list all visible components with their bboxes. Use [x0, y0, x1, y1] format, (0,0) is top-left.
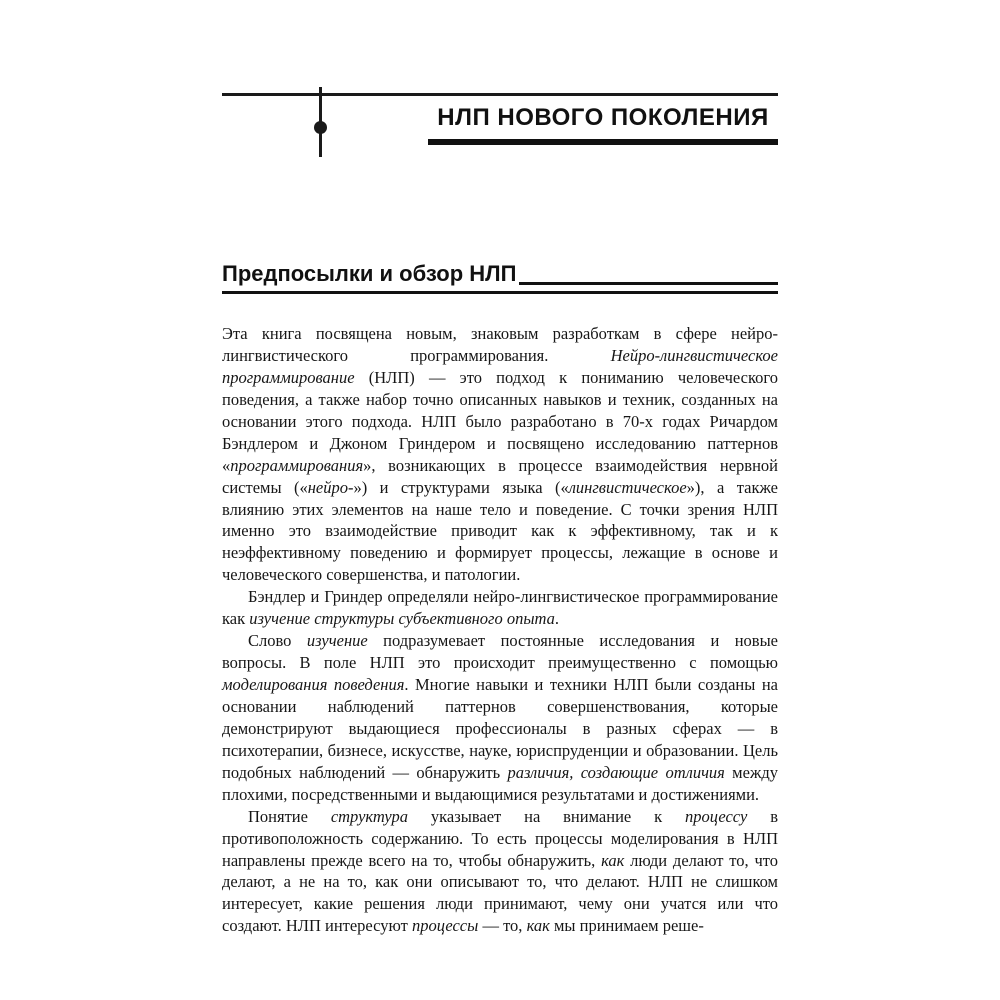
italic-text: процессу — [684, 806, 748, 826]
text-run: люди делают то, что делают, а не на то, как они описывают то, что делают. НЛП не слишком интересует, какие решения люди принимают, чему они учатся или что создают. НЛП интересуют — [222, 850, 779, 936]
section-heading-block — [222, 261, 778, 294]
italic-text: структура — [330, 806, 409, 826]
text-run: Понятие — [248, 806, 331, 826]
section-baseline-rule — [519, 282, 778, 285]
italic-text: как — [526, 916, 550, 936]
paragraph — [222, 586, 778, 630]
chapter-header — [222, 93, 778, 157]
text-run: мы принимаем реше- — [549, 916, 704, 936]
paragraph — [222, 323, 778, 586]
book-page — [222, 0, 778, 937]
paragraph — [222, 630, 778, 806]
text-run: (НЛП) — это подход к пониманию человеческого поведения, а также набор точно описанных навыков и техник, созданных на основании этого подхода. НЛП было разработано в 70-х годах Ричардом Бэндлером и Джоном Гриндером и посвящено исследованию паттернов « — [222, 367, 778, 475]
body-text — [222, 323, 778, 937]
text-run: . Многие навыки и техники НЛП были созданы на основании наблюдений паттернов совершенствования, которые демонстрируют выдающиеся профессионалы в разных сферах — в психотерапии, бизнесе, искусстве, науке, юриспруденции и образовании. Цель подобных наблюдений — обнаружить — [222, 675, 778, 782]
header-top-rule — [222, 93, 778, 96]
italic-text: нейро- — [307, 477, 354, 497]
italic-text: лингвистическое — [568, 477, 687, 497]
paragraph — [222, 806, 778, 938]
header-dot — [314, 121, 327, 134]
italic-text: моделирования поведения — [222, 675, 405, 694]
chapter-title-block — [428, 104, 778, 145]
italic-text: программирования — [230, 455, 364, 475]
italic-text: изучение — [306, 631, 368, 651]
text-run: — то, — [478, 916, 527, 936]
text-run: подразумевает постоянные исследования и новые вопросы. В поле НЛП это происходит преимущественно с помощью — [222, 631, 778, 673]
section-title: Предпосылки и обзор НЛП — [222, 261, 517, 286]
text-run: ») и структурами языка (« — [353, 477, 569, 497]
section-underline — [222, 291, 778, 294]
text-run: Слово — [248, 631, 307, 651]
italic-text: процессы — [411, 916, 479, 936]
text-run: »), а также влиянию этих элементов на наше тело и поведение. С точки зрения НЛП именно это взаимодействие приводит как к эффективному, так и к неэффективному поведению и формирует процессы, лежащие в основе и человеческого совершенства, и патологии. — [222, 477, 778, 585]
italic-text: как — [601, 850, 625, 870]
text-run: указывает на внимание к — [408, 806, 685, 826]
chapter-title: НЛП НОВОГО ПОКОЛЕНИЯ — [437, 104, 769, 131]
chapter-title-rule — [428, 139, 778, 145]
text-run: между плохими, посредственными и выдающимися результатами и достижениями. — [222, 762, 778, 804]
text-run: », возникающих в процессе взаимодействия нервной системы (« — [222, 455, 778, 497]
text-run: Бэндлер и Гриндер определяли нейро-лингвистическое программирование как — [222, 587, 778, 629]
italic-text: изучение структуры субъективного опыта — [249, 609, 555, 629]
italic-text: различия, создающие отличия — [507, 762, 725, 782]
text-run: Эта книга посвящена новым, знаковым разработкам в сфере нейро-лингвистического программирования. — [222, 324, 778, 365]
text-run: . — [554, 609, 560, 629]
section-title-row — [222, 261, 778, 287]
text-run: в противоположность содержанию. То есть процессы моделирования в НЛП направлены прежде всего на то, чтобы обнаружить, — [222, 806, 778, 870]
italic-text: Нейро-лингвистическое программирование — [222, 345, 778, 387]
